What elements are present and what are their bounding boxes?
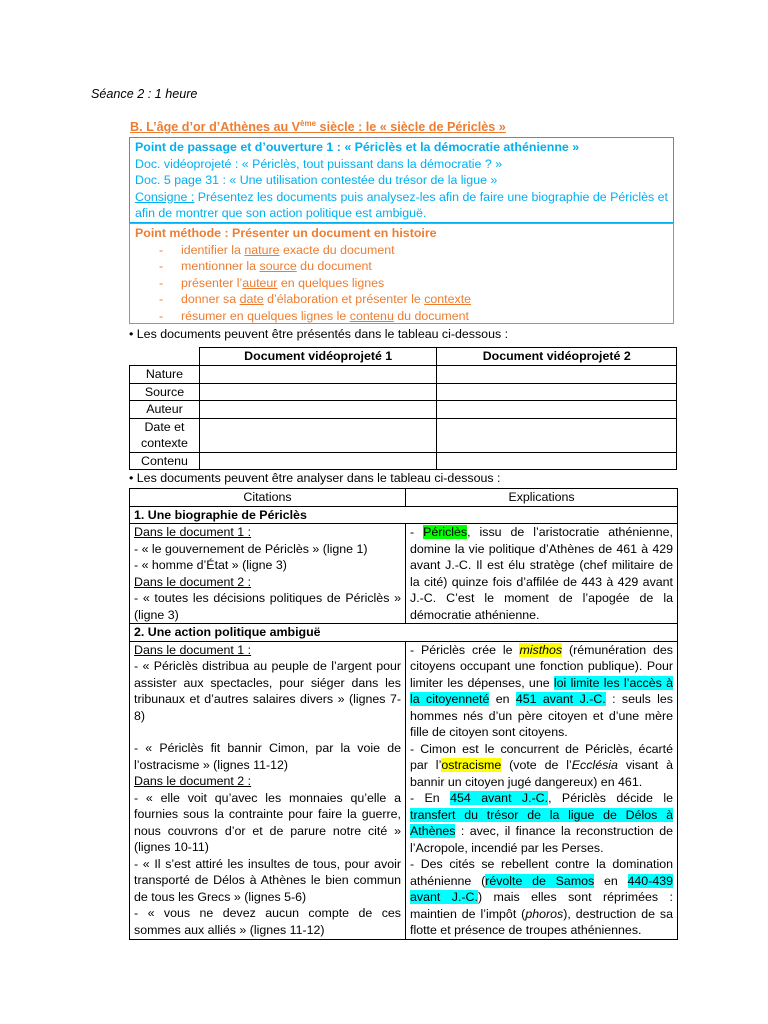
section-heading-2: 2. Une action politique ambiguë (130, 624, 678, 642)
passage-heading: Point de passage et d’ouverture 1 : « Périclès et la démocratie athénienne » (135, 140, 580, 154)
explication-misthos: - Périclès crée le misthos (rémunération des citoyens occupant une fonction publique). Pour limiter les dépenses, une loi limite les l’accès à la citoyenneté en 451 avant J.-C. : seuls les hommes nés d’un père citoyen et d’une mère fille de citoyen sont citoyens. (410, 642, 673, 739)
citation: - « homme d’État » (ligne 3) (134, 558, 287, 572)
doc-ref: Dans le document 2 : (134, 774, 252, 788)
passage-doc-2: Doc. 5 page 31 : « Une utilisation contestée du trésor de la ligue » (135, 173, 498, 187)
session-label: Séance 2 : 1 heure (91, 87, 198, 101)
row-label-date: Date et contexte (130, 418, 200, 452)
citation: - « le gouvernement de Périclès » (ligne 1) (134, 541, 368, 556)
highlight-revolte: révolte de Samos (485, 873, 595, 888)
highlight-date-454: 454 avant J.-C. (450, 791, 549, 805)
method-list (135, 242, 668, 325)
method-item: - présenter l’auteur en quelques lignes (159, 275, 385, 290)
method-item: - identifier la nature exacte du document (159, 242, 395, 257)
cell-doc1-source[interactable] (199, 383, 437, 401)
explication-cimon: - Cimon est le concurrent de Périclès, écarté par l’ostracisme (vote de l’Ecclésia visant à bannir un citoyen jugé dangereux) en 461. (410, 741, 673, 789)
method-heading: Point méthode : Présenter un document en histoire (135, 226, 437, 240)
cell-doc2-date[interactable] (437, 418, 677, 452)
citation: - « Périclès distribua au peuple de l’argent pour assister aux spectacles, pour siéger dans les tribunaux et d’autres salaires divers » (lignes 7-8) (134, 659, 401, 723)
passage-doc-1: Doc. vidéoprojeté : « Périclès, tout puissant dans la démocratie ? » (135, 156, 503, 171)
row-label-nature: Nature (130, 366, 200, 384)
consigne-label: Consigne : (135, 189, 195, 204)
cell-doc2-auteur[interactable] (437, 401, 677, 419)
citations-cell-2 (130, 641, 406, 939)
title-text-a: B. L’âge d’or d’Athènes au V (130, 120, 301, 134)
consigne (135, 189, 668, 222)
cell-doc2-source[interactable] (437, 383, 677, 401)
note-analyse: • Les documents peuvent être analyser dans le tableau ci-dessous : (129, 471, 501, 485)
explications-cell-2 (406, 641, 678, 939)
section-title (130, 119, 506, 136)
col-header-doc-1: Document vidéoprojeté 1 (199, 348, 437, 366)
table-corner (130, 348, 200, 366)
col-header-explications: Explications (406, 489, 678, 507)
highlight-date-440: 440-439 avant J.-C. (410, 873, 673, 904)
explication-tresor: - En 454 avant J.-C., Périclès décide le transfert du trésor de la ligue de Délos à Athènes : avec, il finance la reconstruction de l’Acropole, incendié par les Perses. (410, 791, 673, 855)
cell-doc1-nature[interactable] (199, 366, 437, 384)
row-label-auteur: Auteur (130, 401, 200, 419)
cell-doc2-nature[interactable] (437, 366, 677, 384)
method-item: - résumer en quelques lignes le contenu du document (159, 308, 469, 323)
citation: - « Il s’est attiré les insultes de tous, pour avoir transporté de Délos à Athènes le bien commun de tous les Grecs » (lignes 5-6) (134, 856, 401, 904)
citation: - « Périclès fit bannir Cimon, par la voie de l’ostracisme » (lignes 11-12) (134, 741, 401, 772)
col-header-doc-2: Document vidéoprojeté 2 (437, 348, 677, 366)
doc-ref: Dans le document 2 : (134, 574, 252, 589)
citation: - « elle voit qu’avec les monnaies qu’elle a fournies sous la contrainte pour faire la guerre, nous couvrons d’or et de parure notre cité » (lignes 10-11) (134, 790, 401, 854)
method-item: - mentionner la source du document (159, 259, 372, 273)
highlight-ostracisme: ostracisme (441, 758, 502, 772)
citation: - « toutes les décisions politiques de Périclès » (ligne 3) (134, 591, 401, 622)
citations-cell-1 (130, 524, 406, 624)
title-text-b: siècle : le « siècle de Périclès » (316, 120, 506, 134)
highlight-misthos: misthos (519, 642, 563, 657)
title-superscript: ème (300, 118, 317, 128)
cell-doc1-auteur[interactable] (199, 401, 437, 419)
note-presentation: • Les documents peuvent être présentés dans le tableau ci-dessous : (129, 327, 509, 341)
explication-revolte: - Des cités se rebellent contre la domination athénienne (révolte de Samos en 440-439 avant J.-C.) mais elles sont réprimées : maintien de l’impôt (phoros), destruction de sa flotte et présence de troupes athéniennes. (410, 857, 674, 937)
highlight-pericles: Périclès (423, 525, 468, 539)
cell-doc1-contenu[interactable] (199, 452, 437, 470)
explications-cell-1: - Périclès, issu de l’aristocratie athénienne, domine la vie politique d’Athènes de 461 à 429 avant J.-C. Il est élu stratège (chef militaire de la cité) quinze fois d’affilée de 443 à 429 avant J.-C. C’est le moment de l’apogée de la démocratie athénienne. (406, 524, 678, 624)
highlight-transfert: transfert du trésor de la ligue de Délos à Athènes (410, 807, 673, 838)
passage-box (129, 137, 674, 223)
method-box (129, 223, 674, 324)
consigne-text: Présentez les documents puis analysez-les afin de faire une biographie de Périclès et afin de montrer que son action politique est ambiguë. (135, 189, 668, 220)
row-label-source: Source (130, 383, 200, 401)
doc-ref: Dans le document 1 : (134, 642, 252, 657)
method-item: - donner sa date d’élaboration et présenter le contexte (159, 292, 472, 306)
highlight-date-451: 451 avant J.-C. (515, 692, 606, 706)
analysis-table (129, 488, 678, 940)
highlight-loi: loi limite les l’accès à la citoyenneté (410, 675, 673, 706)
row-label-contenu: Contenu (130, 452, 200, 470)
citation: - « vous ne devez aucun compte de ces sommes aux alliés » (lignes 11-12) (134, 906, 401, 937)
cell-doc1-date[interactable] (199, 418, 437, 452)
doc-ref: Dans le document 1 : (134, 525, 252, 539)
presentation-table (129, 347, 677, 470)
cell-doc2-contenu[interactable] (437, 452, 677, 470)
col-header-citations: Citations (130, 489, 406, 507)
section-heading-1: 1. Une biographie de Périclès (130, 506, 678, 524)
